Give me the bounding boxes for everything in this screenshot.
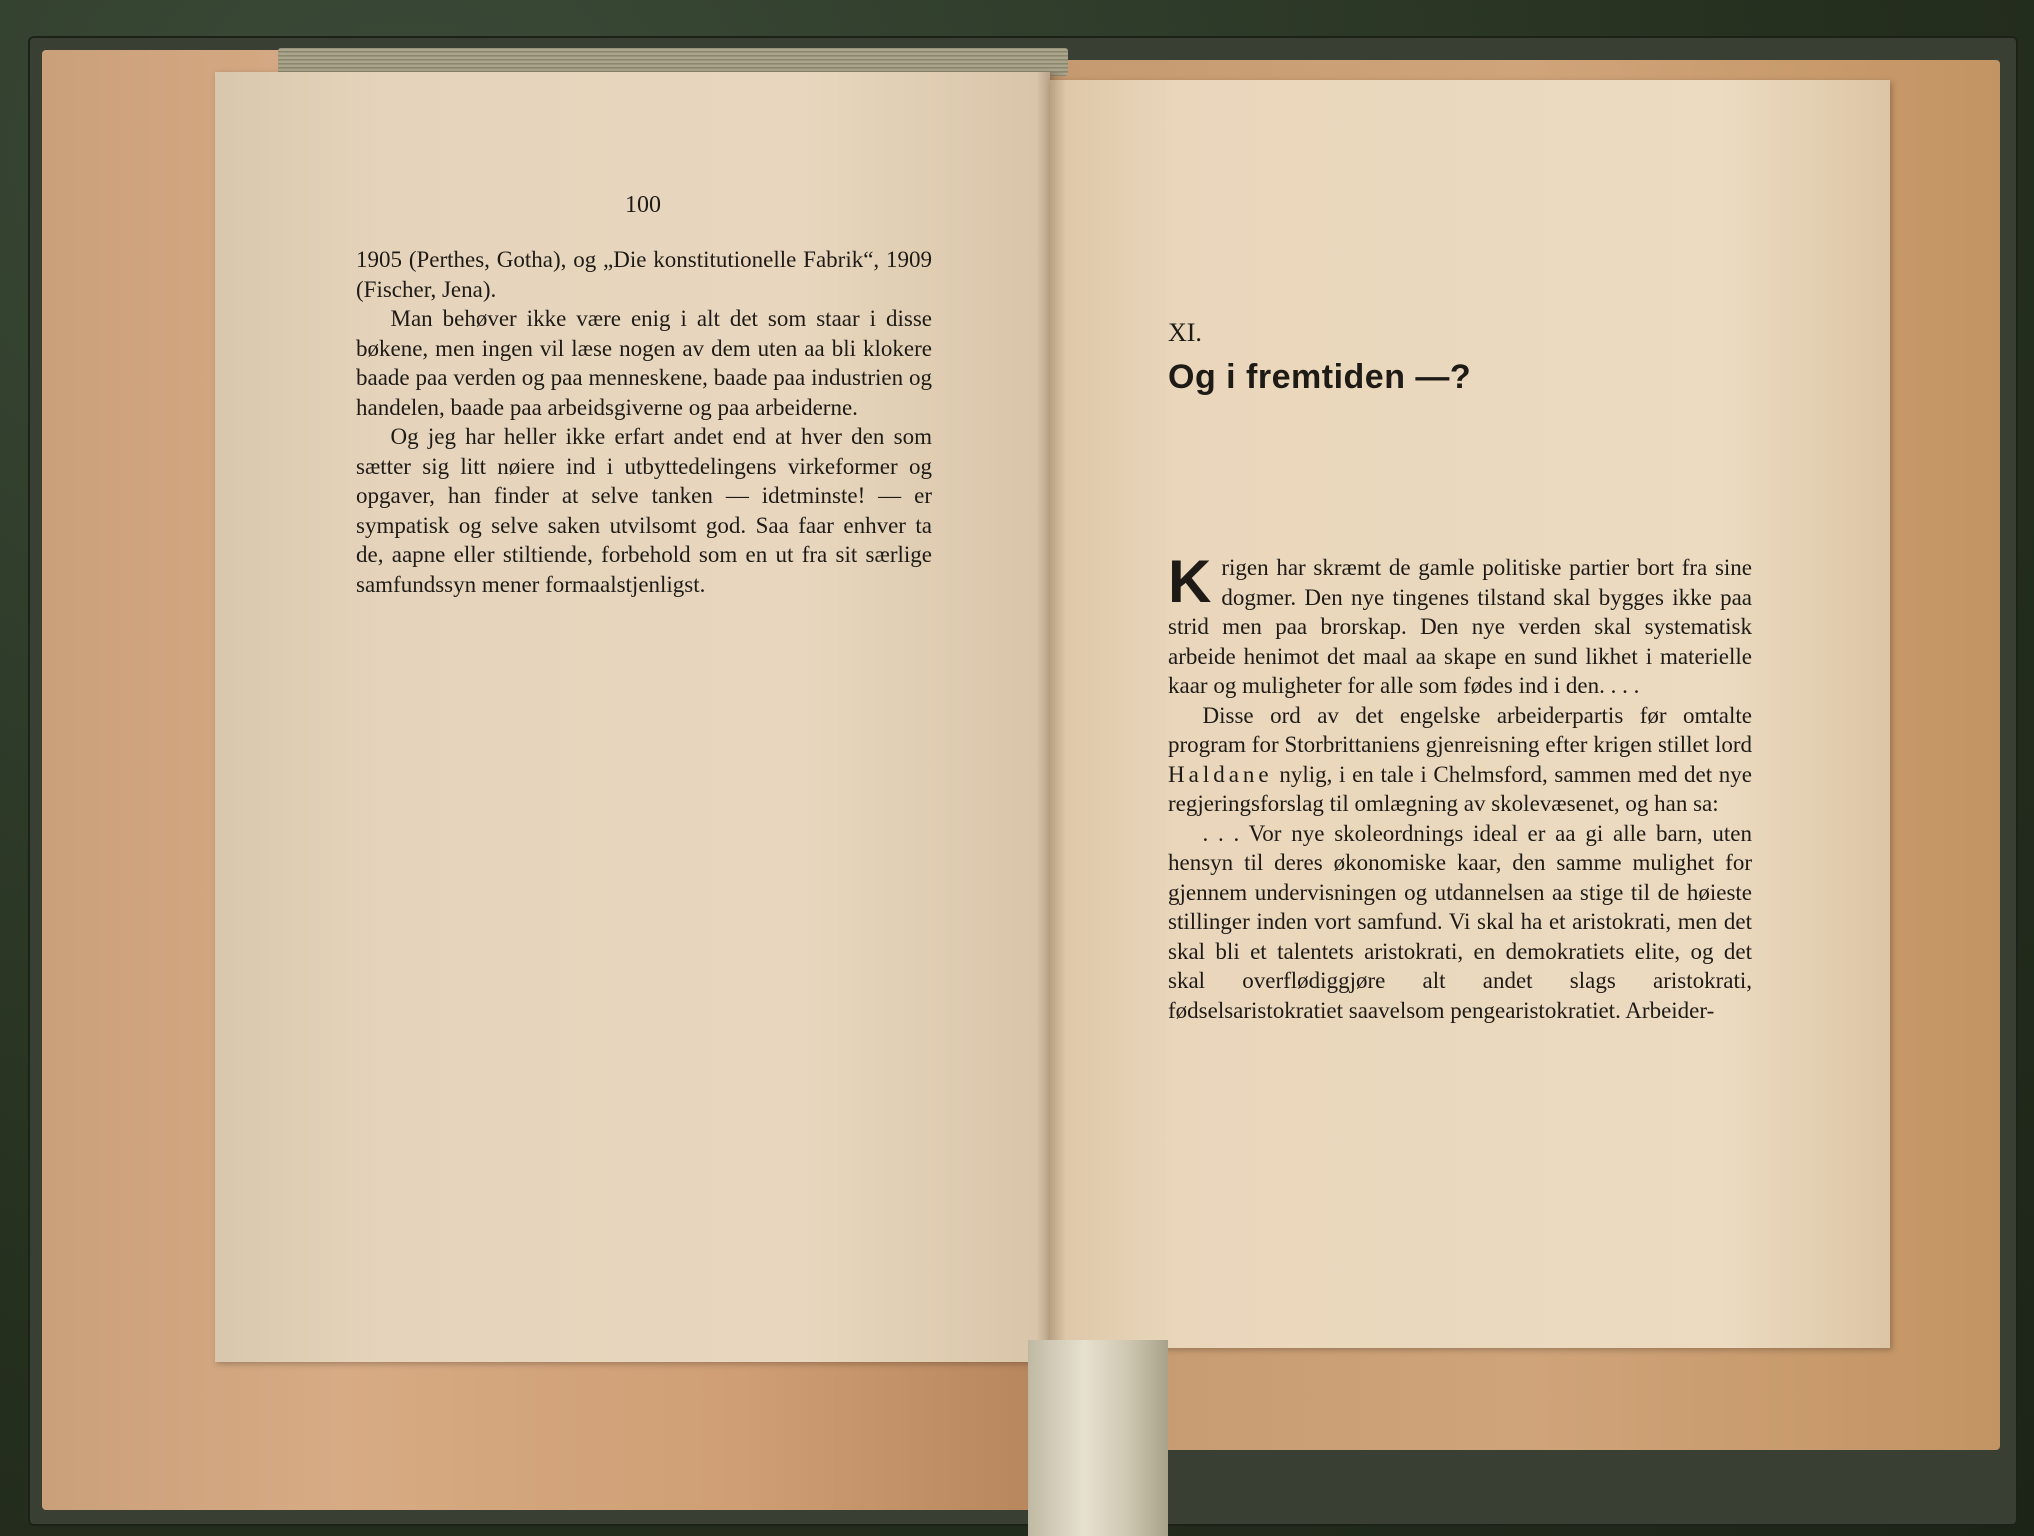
chapter-title: Og i fremtiden —? [1168,358,1472,396]
paragraph-text: nylig, i en tale i Chelmsford, sammen med det nye regjeringsforslag til omlægning av skolevæsenet, og han sa: [1168,761,1752,816]
left-page-body [356,245,932,599]
book-gutter [1036,72,1066,1362]
spaced-name: Haldane [1168,761,1273,787]
paragraph-text: Disse ord av det engelske arbeiderpartis før omtalte program for Storbrittaniens gjenreisning efter krigen stillet lord [1168,702,1752,757]
left-paragraph: Og jeg har heller ikke erfart andet end at hver den som sætter sig litt nøiere ind i utbyttedelingens virkeformer og opgaver, han finder at selve tanken — idetminste! — er sympatisk og selve saken utvilsomt god. Saa faar enhver ta de, aapne eller stiltiende, forbehold som en ut fra sit særlige samfundssyn mener formaalstjenligst. [356,424,932,597]
right-paragraph [1168,701,1752,819]
right-paragraph [1168,548,1752,701]
chapter-number: XI. [1168,318,1202,347]
left-paragraph: Man behøver ikke være enig i alt det som staar i disse bøkene, men ingen vil læse nogen av dem uten aa bli klokere baade paa verden og paa menneskene, baade paa industrien og handelen, baade paa arbeidsgiverne og paa arbeiderne. [356,306,932,420]
right-paragraph: . . . Vor nye skoleordnings ideal er aa gi alle barn, uten hensyn til deres økonomiske kaar, den samme mulighet for gjennem undervisningen og utdannelsen aa stige til de høieste stillinger inden vort samfund. Vi skal ha et aristokrati, men det skal bli et talentets aristokrati, en demokratiets elite, og det skal overflødiggjøre alt andet slags aristokrati, fødselsaristokratiet saavelsom pengearistokratiet. Arbeider- [1168,820,1752,1023]
left-paragraph: 1905 (Perthes, Gotha), og „Die konstitutionelle Fabrik“, 1909 (Fischer, Jena). [356,247,932,302]
paragraph-text: rigen har skræmt de gamle politiske partier bort fra sine dogmer. Den nye tingenes tilstand skal bygges ikke paa strid men paa brorskap. Den nye verden skal systematisk arbeide henimot det maal aa skape en sund likhet i materielle kaar og muligheter for alle som fødes ind i den. . . . [1168,555,1752,698]
drop-cap: K [1168,548,1212,615]
right-page-body [1168,548,1752,1025]
page-number: 100 [625,192,661,218]
spine-tape [1028,1340,1168,1536]
